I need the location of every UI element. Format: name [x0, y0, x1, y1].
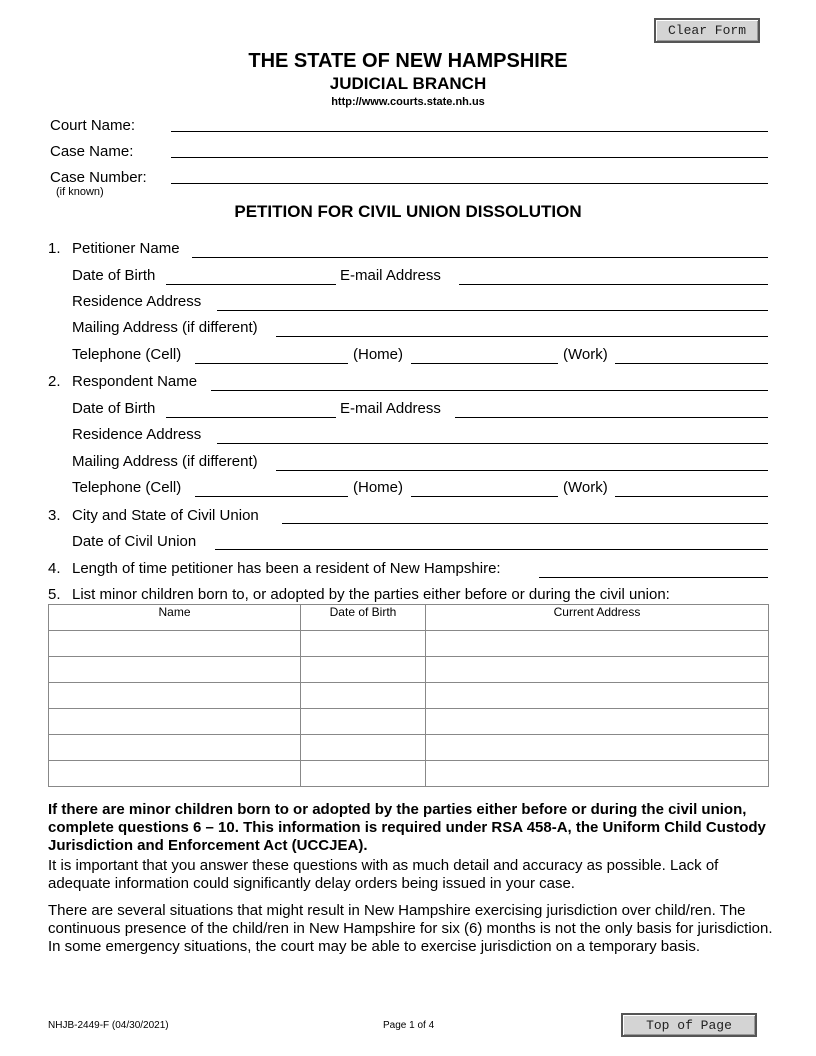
- child-address-cell[interactable]: [426, 761, 769, 787]
- child-dob-cell[interactable]: [301, 735, 426, 761]
- table-row: [49, 657, 769, 683]
- respondent-mailing-line: [276, 470, 768, 471]
- respondent-name-line: [211, 390, 768, 391]
- petitioner-mailing-label: Mailing Address (if different): [72, 319, 258, 336]
- respondent-cell-line: [195, 496, 348, 497]
- residency-length-label: Length of time petitioner has been a resident of New Hampshire:: [72, 560, 501, 577]
- child-address-cell[interactable]: [426, 657, 769, 683]
- top-of-page-button[interactable]: Top of Page: [621, 1013, 757, 1037]
- respondent-work-field[interactable]: [617, 480, 766, 496]
- petitioner-email-label: E-mail Address: [340, 267, 441, 284]
- child-name-cell[interactable]: [49, 657, 301, 683]
- q3-number: 3.: [48, 507, 61, 524]
- union-city-state-label: City and State of Civil Union: [72, 507, 259, 524]
- column-date-of-birth: Date of Birth: [301, 605, 426, 631]
- residency-length-line: [539, 577, 768, 578]
- petitioner-cell-label: Telephone (Cell): [72, 346, 182, 363]
- table-row: [49, 631, 769, 657]
- table-row: [49, 683, 769, 709]
- union-date-line: [215, 549, 768, 550]
- q1-number: 1.: [48, 240, 61, 257]
- table-row: [49, 709, 769, 735]
- child-name-cell[interactable]: [49, 761, 301, 787]
- case-number-label: Case Number:: [50, 169, 147, 186]
- petitioner-name-line: [192, 257, 768, 258]
- child-dob-cell[interactable]: [301, 709, 426, 735]
- respondent-home-field[interactable]: [413, 480, 556, 496]
- child-name-cell[interactable]: [49, 709, 301, 735]
- column-current-address: Current Address: [426, 605, 769, 631]
- child-address-cell[interactable]: [426, 683, 769, 709]
- children-table: [48, 604, 769, 787]
- table-row: [49, 761, 769, 787]
- respondent-cell-label: Telephone (Cell): [72, 479, 182, 496]
- state-heading: THE STATE OF NEW HAMPSHIRE: [248, 50, 568, 72]
- court-name-label: Court Name:: [50, 117, 136, 134]
- case-name-field[interactable]: [173, 141, 766, 157]
- union-city-state-field[interactable]: [284, 507, 766, 523]
- child-dob-cell[interactable]: [301, 657, 426, 683]
- respondent-residence-label: Residence Address: [72, 426, 202, 443]
- petitioner-name-field[interactable]: [194, 241, 766, 257]
- case-name-line: [171, 157, 768, 158]
- respondent-cell-field[interactable]: [197, 480, 346, 496]
- respondent-email-field[interactable]: [457, 401, 766, 417]
- child-name-cell[interactable]: [49, 631, 301, 657]
- respondent-residence-field[interactable]: [219, 427, 766, 443]
- q2-number: 2.: [48, 373, 61, 390]
- child-dob-cell[interactable]: [301, 683, 426, 709]
- child-address-cell[interactable]: [426, 631, 769, 657]
- child-name-cell[interactable]: [49, 683, 301, 709]
- court-url: http://www.courts.state.nh.us: [331, 96, 485, 108]
- clear-form-button[interactable]: Clear Form: [654, 18, 760, 43]
- petitioner-dob-field[interactable]: [168, 268, 334, 284]
- column-name: Name: [49, 605, 301, 631]
- petitioner-dob-label: Date of Birth: [72, 267, 156, 284]
- petitioner-work-field[interactable]: [617, 347, 766, 363]
- case-number-field[interactable]: [173, 167, 766, 183]
- petitioner-home-field[interactable]: [413, 347, 556, 363]
- accuracy-paragraph: It is important that you answer these questions with as much detail and accuracy as possible. Lack of adequate information could significantly delay orders being issued in your case.: [48, 857, 719, 892]
- petitioner-residence-label: Residence Address: [72, 293, 202, 310]
- petitioner-mailing-line: [276, 336, 768, 337]
- children-table-header: [49, 605, 769, 631]
- petitioner-residence-line: [217, 310, 768, 311]
- petition-title: PETITION FOR CIVIL UNION DISSOLUTION: [234, 202, 582, 221]
- respondent-residence-line: [217, 443, 768, 444]
- respondent-name-label: Respondent Name: [72, 373, 198, 390]
- petitioner-email-field[interactable]: [461, 268, 766, 284]
- petitioner-name-label: Petitioner Name: [72, 240, 180, 257]
- respondent-email-line: [455, 417, 768, 418]
- petitioner-mailing-field[interactable]: [278, 320, 766, 336]
- respondent-home-label: (Home): [353, 479, 404, 496]
- respondent-mailing-label: Mailing Address (if different): [72, 453, 258, 470]
- union-date-field[interactable]: [217, 533, 766, 549]
- respondent-email-label: E-mail Address: [340, 400, 441, 417]
- petitioner-work-line: [615, 363, 768, 364]
- court-name-field[interactable]: [173, 115, 766, 131]
- petitioner-cell-line: [195, 363, 348, 364]
- child-dob-cell[interactable]: [301, 631, 426, 657]
- page-number: Page 1 of 4: [383, 1020, 435, 1031]
- branch-heading: JUDICIAL BRANCH: [329, 74, 487, 93]
- union-city-state-line: [282, 523, 768, 524]
- petitioner-email-line: [459, 284, 768, 285]
- child-address-cell[interactable]: [426, 735, 769, 761]
- petitioner-home-line: [411, 363, 558, 364]
- petitioner-cell-field[interactable]: [197, 347, 346, 363]
- jurisdiction-paragraph: There are several situations that might result in New Hampshire exercising jurisdiction over child/ren. The continuous presence of the child/ren in New Hampshire for six (6) months is not the only basis for jurisdiction. In some emergency situations, the court may be able to exercise jurisdiction on a temporary basis.: [48, 902, 773, 955]
- table-row: [49, 735, 769, 761]
- respondent-home-line: [411, 496, 558, 497]
- case-name-label: Case Name:: [50, 143, 134, 160]
- residency-length-field[interactable]: [541, 561, 766, 577]
- form-id: NHJB-2449-F (04/30/2021): [48, 1020, 169, 1031]
- respondent-dob-line: [166, 417, 336, 418]
- respondent-name-field[interactable]: [213, 374, 766, 390]
- respondent-work-label: (Work): [563, 479, 608, 496]
- petitioner-home-label: (Home): [353, 346, 404, 363]
- case-number-line: [171, 183, 768, 184]
- children-list-label: List minor children born to, or adopted by the parties either before or during the civil union:: [72, 586, 670, 603]
- union-date-label: Date of Civil Union: [72, 533, 197, 550]
- court-name-line: [171, 131, 768, 132]
- petitioner-work-label: (Work): [563, 346, 608, 363]
- respondent-mailing-field[interactable]: [278, 454, 766, 470]
- child-name-cell[interactable]: [49, 735, 301, 761]
- child-address-cell[interactable]: [426, 709, 769, 735]
- respondent-work-line: [615, 496, 768, 497]
- uccjea-notice: If there are minor children born to or adopted by the parties either before or during the civil union, complete questions 6 – 10. This information is required under RSA 458-A, the Uniform Child Custody Jurisdiction and Enforcement Act (UCCJEA).: [48, 801, 766, 854]
- petitioner-dob-line: [166, 284, 336, 285]
- if-known-note: (if known): [56, 186, 104, 198]
- respondent-dob-label: Date of Birth: [72, 400, 156, 417]
- child-dob-cell[interactable]: [301, 761, 426, 787]
- q4-number: 4.: [48, 560, 61, 577]
- respondent-dob-field[interactable]: [168, 401, 334, 417]
- petitioner-residence-field[interactable]: [219, 294, 766, 310]
- q5-number: 5.: [48, 586, 61, 603]
